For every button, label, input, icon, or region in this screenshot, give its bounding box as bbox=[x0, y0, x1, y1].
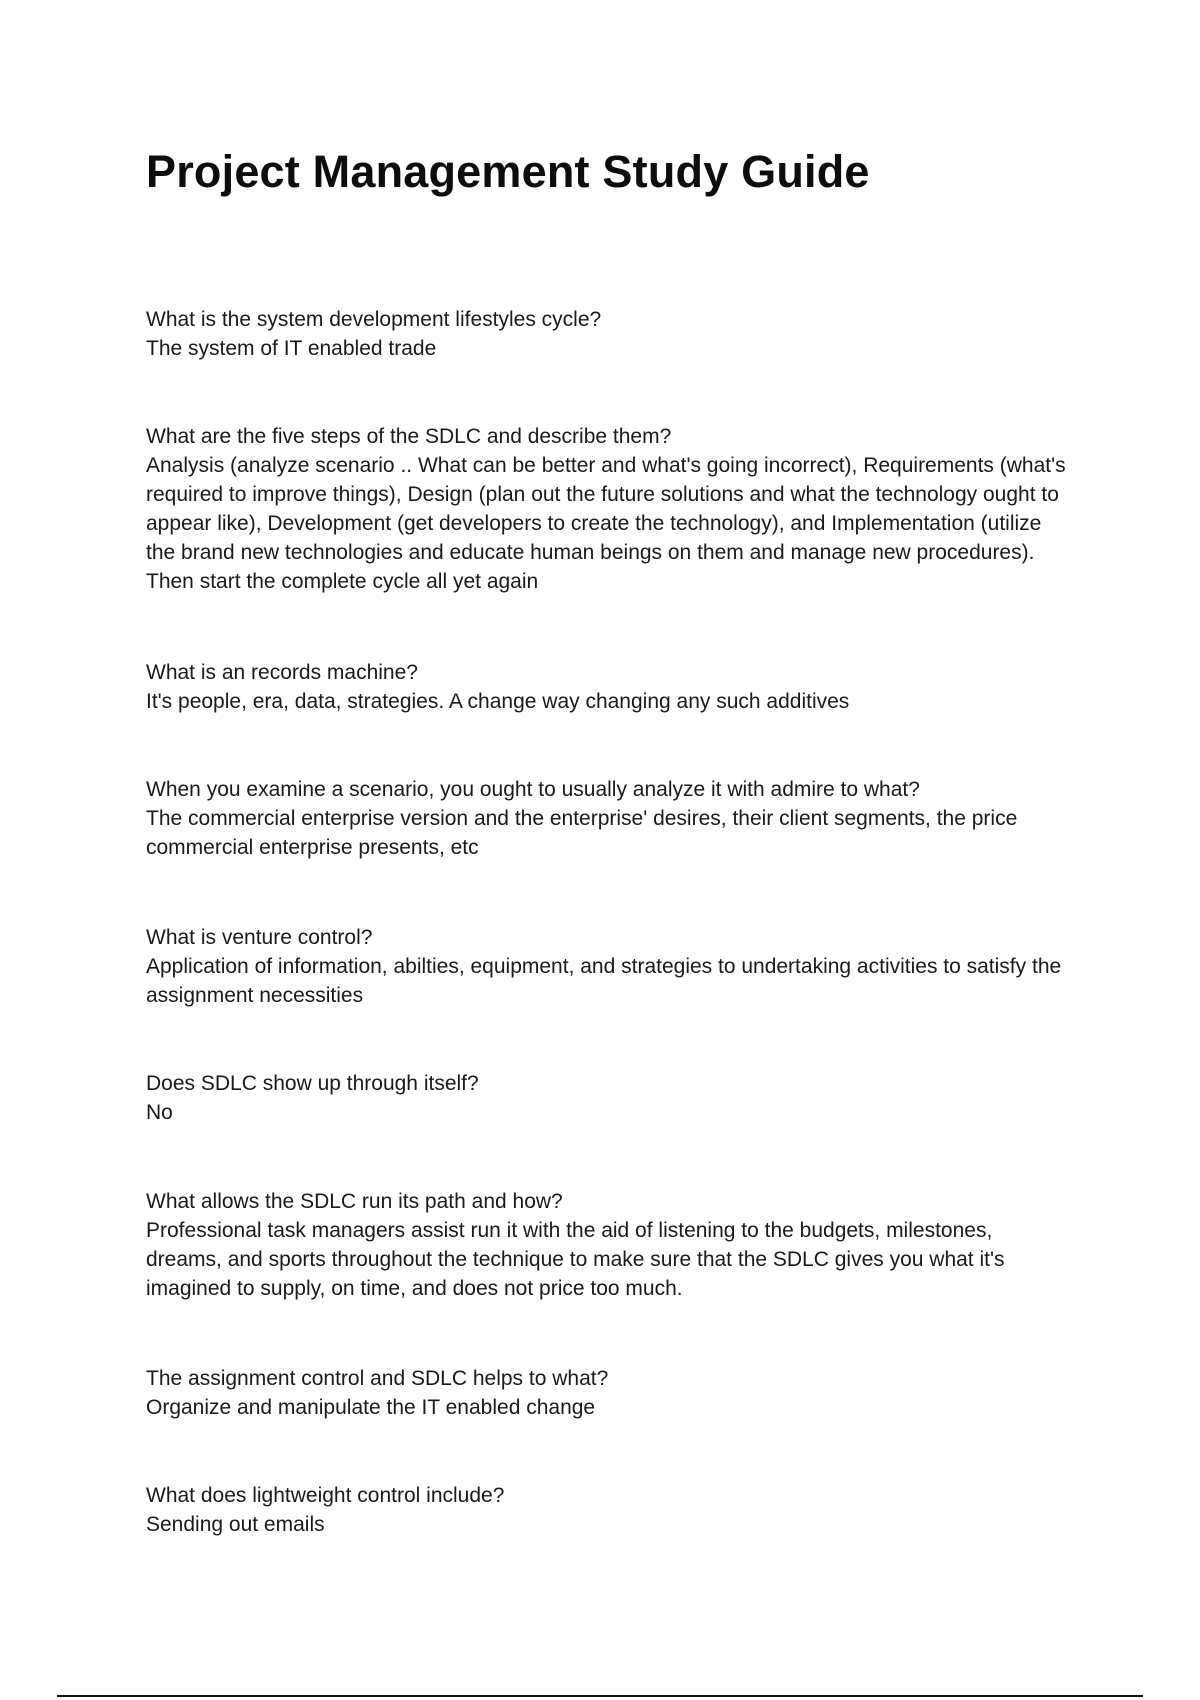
answer-text: It's people, era, data, strategies. A change way changing any such additives bbox=[146, 690, 850, 713]
qa-entry bbox=[146, 1364, 1066, 1422]
question-text: What is venture control? bbox=[146, 926, 373, 949]
answer-text: Organize and manipulate the IT enabled change bbox=[146, 1396, 596, 1419]
qa-entry bbox=[146, 1481, 1066, 1539]
question-text: The assignment control and SDLC helps to what? bbox=[146, 1367, 609, 1390]
answer-text: No bbox=[146, 1101, 173, 1124]
answer-text: Application of information, abilties, equipment, and strategies to undertaking activities to satisfy the assignment necessities bbox=[146, 955, 1062, 1007]
answer-text: Sending out emails bbox=[146, 1513, 325, 1536]
qa-entry bbox=[146, 658, 1066, 716]
question-text: What is the system development lifestyles cycle? bbox=[146, 308, 602, 331]
qa-entry bbox=[146, 1187, 1066, 1303]
qa-entry bbox=[146, 1069, 1066, 1127]
qa-entry bbox=[146, 305, 1066, 363]
answer-text: Professional task managers assist run it with the aid of listening to the budgets, milestones, dreams, and sports throughout the technique to make sure that the SDLC gives you what it's imagined to supply, on time, and does not price too much. bbox=[146, 1219, 1005, 1300]
question-text: What is an records machine? bbox=[146, 661, 418, 684]
answer-text: The commercial enterprise version and the enterprise' desires, their client segments, the price commercial enterprise presents, etc bbox=[146, 807, 1018, 859]
answer-text: Analysis (analyze scenario .. What can be better and what's going incorrect), Requirements (what's required to improve things), Design (plan out the future solutions and what the technology ought to appear like), Development (get developers to create the technology), and Implementation (utilize the brand new technologies and educate human beings on them and manage new procedures). Then start the complete cycle all yet again bbox=[146, 454, 1066, 593]
footer-divider bbox=[57, 1695, 1143, 1697]
answer-text: The system of IT enabled trade bbox=[146, 337, 437, 360]
qa-entry bbox=[146, 422, 1066, 596]
page-title: Project Management Study Guide bbox=[146, 146, 870, 197]
question-text: What allows the SDLC run its path and how? bbox=[146, 1190, 563, 1213]
question-text: What does lightweight control include? bbox=[146, 1484, 505, 1507]
question-text: When you examine a scenario, you ought to usually analyze it with admire to what? bbox=[146, 778, 920, 801]
question-text: What are the five steps of the SDLC and describe them? bbox=[146, 425, 672, 448]
qa-entry bbox=[146, 775, 1066, 862]
question-text: Does SDLC show up through itself? bbox=[146, 1072, 479, 1095]
qa-entry bbox=[146, 923, 1066, 1010]
